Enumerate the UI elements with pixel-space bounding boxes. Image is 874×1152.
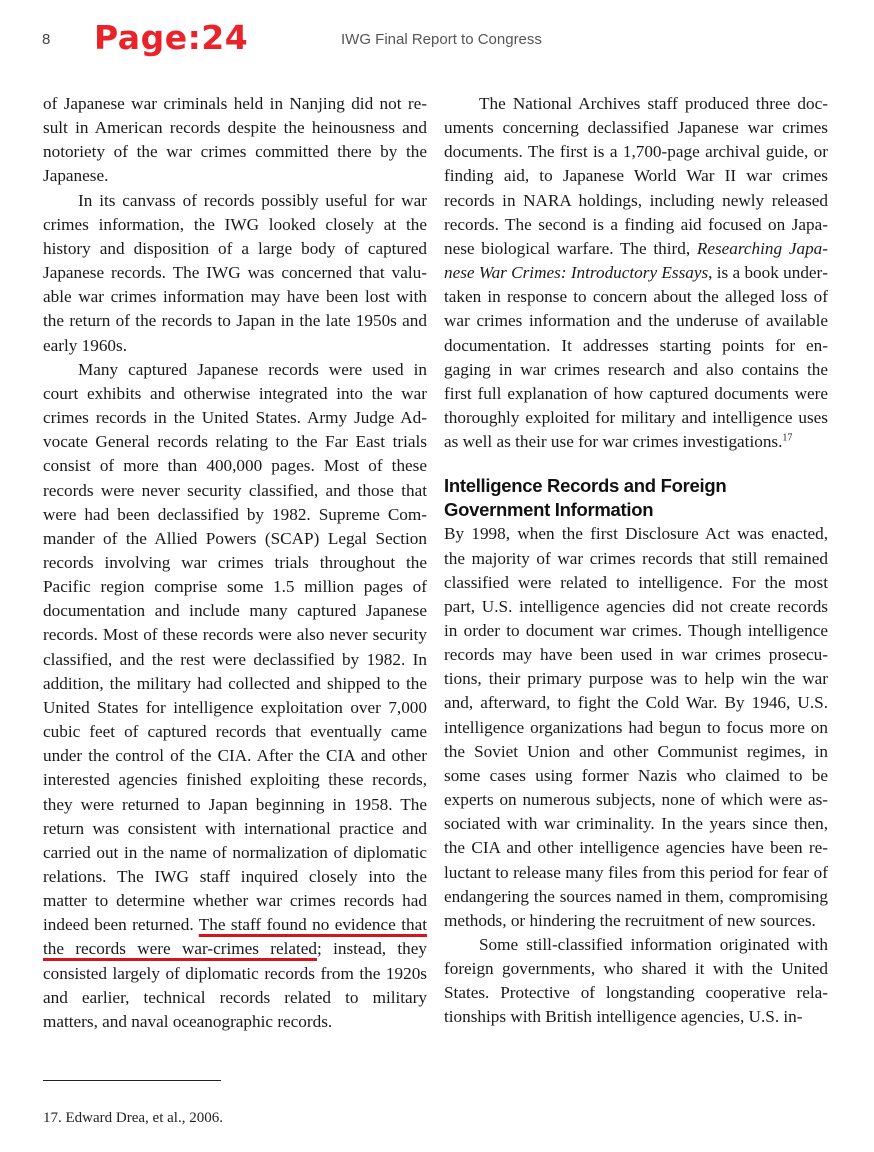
paragraph-text: The National Archives staff produced three documents concerning declassified Japanese war crimes documents. The first is a 1,700-page archival guide, or finding aid, to Japanese World War II war crimes records in NARA holdings, including newly released records. The second is a finding aid focused on Japanese biological warfare. The third, xyxy=(444,94,828,258)
paragraph: By 1998, when the first Disclosure Act was enacted, the majority of war crimes records that still remained classified were related to intelligence. For the most part, U.S. intelligence agencies did not create records in order to document war crimes. Though intelligence records may have been used in war crimes prosecutions, their primary purpose was to help win the war and, afterward, to fight the Cold War. By 1946, U.S. intelligence organizations had begun to focus more on the Soviet Union and other Communist regimes, in some cases using former Nazis who claimed to be experts on numerous subjects, none of which were associated with war criminality. In the years since then, the CIA and other intelligence agencies have been reluctant to release many files from this period for fear of endangering the sources named in them, compromising methods, or hindering the recruitment of new sources. xyxy=(444,524,828,930)
page-stamp: Page:24 xyxy=(94,18,249,57)
running-title: IWG Final Report to Congress xyxy=(341,31,542,48)
paragraph-text: ; instead, they consisted largely of diplomatic records from the 1920s and earlier, technical records related to military matters, and naval oceanographic records. xyxy=(43,939,427,1031)
book-title: Researching Japanese War Crimes: Introductory Essays xyxy=(444,238,828,283)
page-header xyxy=(0,0,874,70)
paragraph xyxy=(444,92,828,454)
paragraph-text: , is a book undertaken in response to concern about the alleged loss of war crimes information and the underuse of available documentation. It addresses starting points for engaging in war crimes research and also contains the first full explanation of how captured documents were thoroughly exploited for military and intelligence uses as well as their use for war crimes investigations. xyxy=(444,263,828,452)
paragraph: In its canvass of records possibly useful for war crimes information, the IWG looked closely at the history and disposition of a large body of captured Japanese records. The IWG was concerned that valuable war crimes information may have been lost with the return of the records to Japan in the late 1950s and early 1960s. xyxy=(43,190,427,355)
footnote: 17. Edward Drea, et al., 2006. xyxy=(43,1110,223,1126)
paragraph-text: Many captured Japanese records were used in court exhibits and otherwise integrated into the war crimes records in the United States. Army Judge Advocate General records relating to the Far East trials consist of more than 400,000 pages. Most of these records were never security classified, and those that were had been declassified by 1982. Supreme Commander of the Allied Powers (SCAP) Legal Section records involving war crimes trials throughout the Pacific region comprise some 1.5 million pages of documentation and include many captured Japanese records. Most of these records were also never security classified, and the rest were declassified by 1982. In addition, the military had collected and shipped to the United States for intelligence exploitation over 7,000 cubic feet of captured records that eventually came under the control of the CIA. After the CIA and other interested agencies finished exploiting these records, they were returned to Japan beginning in 1958. The return was consistent with international practice and carried out in the name of normalization of diplomatic relations. The IWG staff inquired closely into the matter to determine whether war crimes records had indeed been returned. xyxy=(43,359,427,935)
page-number: 8 xyxy=(42,31,51,48)
paragraph xyxy=(43,358,427,1034)
right-column xyxy=(444,92,828,1030)
footnote-ref[interactable]: 17 xyxy=(782,432,793,444)
paragraph: of Japanese war criminals held in Nanjing did not result in American records despite the heinousness and notoriety of the war crimes committed there by the Japanese. xyxy=(43,94,427,186)
highlighted-sentence: The staff found no evidence that the records were war-crimes related xyxy=(43,915,427,959)
footnote-divider xyxy=(43,1080,221,1081)
section-heading: Intelligence Records and Foreign Government Information xyxy=(444,475,727,521)
paragraph: Some still-classified information originated with foreign governments, who shared it with the United States. Protective of longstanding cooperative relationships with British intelligence agencies, U.S. in- xyxy=(444,935,828,1027)
left-column xyxy=(43,92,427,1034)
